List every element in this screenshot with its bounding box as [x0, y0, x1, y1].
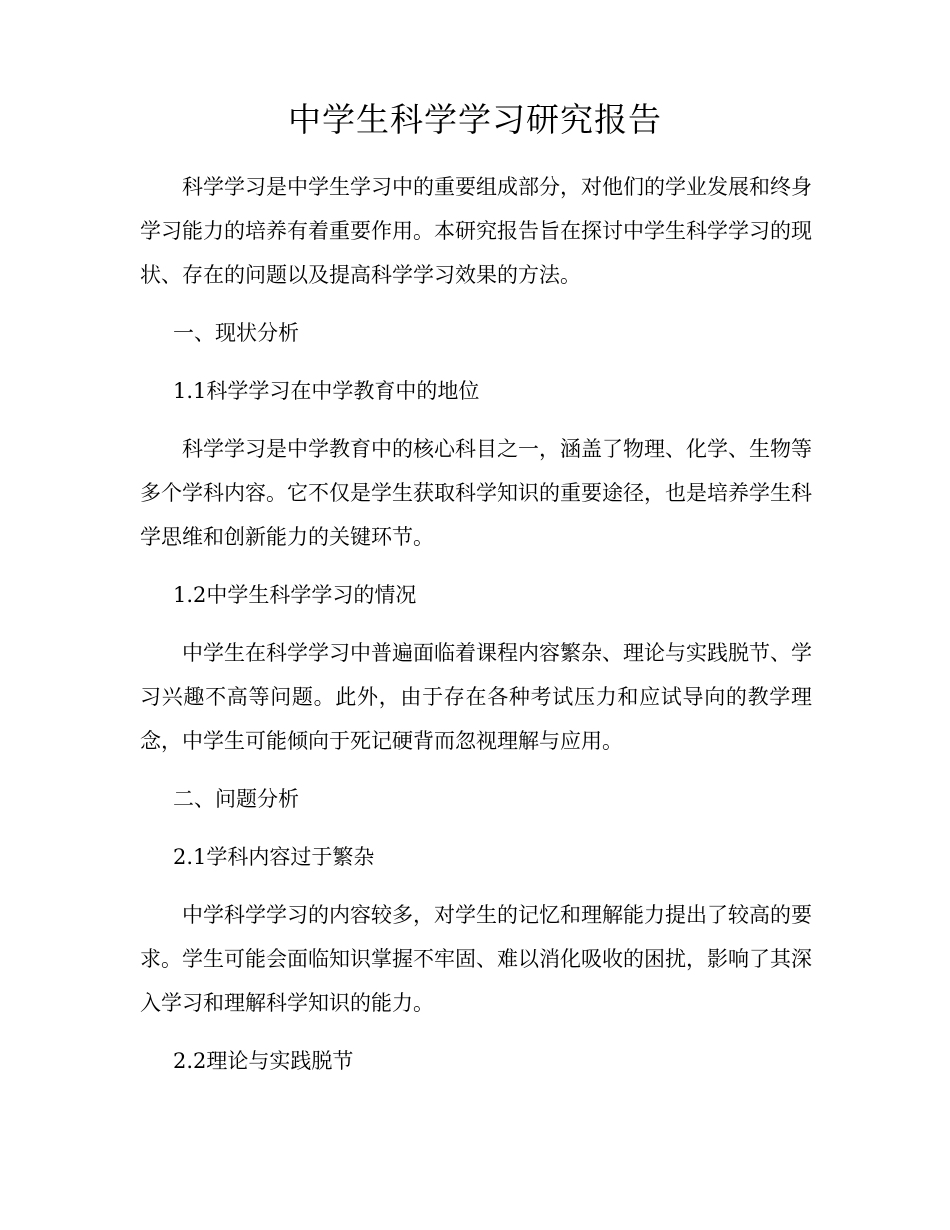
subsection-heading-1-1: 1.1科学学习在中学教育中的地位 — [173, 379, 480, 403]
section-heading-status: 一、现状分析 — [173, 321, 299, 345]
subsection-heading-2-1: 2.1学科内容过于繁杂 — [173, 845, 375, 869]
paragraph-1-2: 中学生在科学学习中普遍面临着课程内容繁杂、理论与实践脱节、学习兴趣不高等问题。此外，由于存在各种考试压力和应试导向的教学理念，中学生可能倾向于死记硬背而忽视理解与应用。 — [140, 641, 812, 753]
section-heading-problems: 二、问题分析 — [173, 787, 299, 811]
paragraph-2-1: 中学科学学习的内容较多，对学生的记忆和理解能力提出了较高的要求。学生可能会面临知识掌握不牢固、难以消化吸收的困扰，影响了其深入学习和理解科学知识的能力。 — [140, 903, 812, 1015]
intro-paragraph: 科学学习是中学生学习中的重要组成部分，对他们的学业发展和终身学习能力的培养有着重要作用。本研究报告旨在探讨中学生科学学习的现状、存在的问题以及提高科学学习效果的方法。 — [140, 175, 812, 287]
subsection-heading-1-2: 1.2中学生科学学习的情况 — [173, 583, 417, 607]
subsection-heading-2-2: 2.2理论与实践脱节 — [173, 1049, 354, 1073]
document-title: 中学生科学学习研究报告 — [288, 100, 662, 139]
document-body — [140, 165, 812, 1097]
paragraph-1-1: 科学学习是中学教育中的核心科目之一，涵盖了物理、化学、生物等多个学科内容。它不仅是学生获取科学知识的重要途径，也是培养学生科学思维和创新能力的关键环节。 — [140, 437, 812, 549]
